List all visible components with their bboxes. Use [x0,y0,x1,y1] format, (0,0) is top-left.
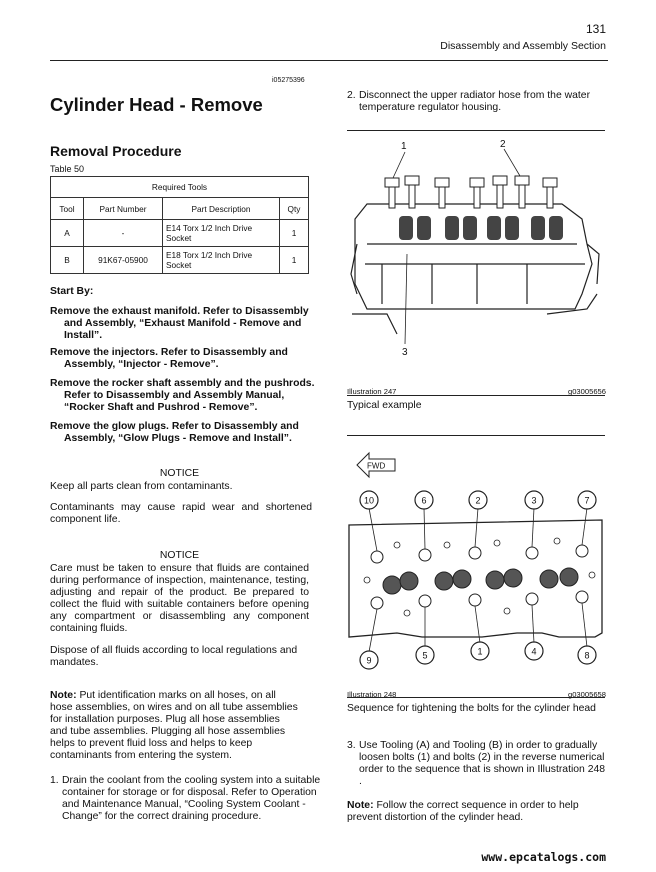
bolt-number: 3 [531,495,537,506]
step-1 [50,775,324,823]
start-by-step: Remove the injectors. Refer to Disassembly and Assembly, “Injector - Remove”. [50,347,288,370]
notice-text: Contaminants may cause rapid wear and shortened component life. [50,502,312,525]
illustration-caption: Typical example [347,400,422,411]
bolt-number: 5 [422,650,428,661]
column-header: Qty [280,198,309,220]
callout-label: 2 [500,139,506,150]
doc-id: i05275396 [272,77,305,84]
table-heading: Required Tools [51,177,309,198]
bolt-number: 4 [531,646,537,657]
illustration-caption: Sequence for tightening the bolts for the cylinder head [347,703,596,714]
section-title: Disassembly and Assembly Section [440,40,606,52]
note-paragraph [50,690,300,762]
required-tools-table [50,176,309,274]
notice-text: Dispose of all fluids according to local regulations and mandates. [50,645,298,668]
footer-watermark: www.epcatalogs.com [481,850,606,864]
note-label: Note: [347,800,374,811]
step-number: 1. [50,775,59,786]
step-number: 2. [347,90,356,101]
start-by-step: Remove the rocker shaft assembly and the pushrods. Refer to Disassembly and Assembly Manual, “Rocker Shaft and Pushrod - Remove”. [50,378,315,413]
table-caption: Table 50 [50,164,85,174]
step-text: Disconnect the upper radiator hose from the water temperature regulator housing. [359,90,591,113]
notice-text: Care must be taken to ensure that fluids are contained during performance of inspection, maintenance, testing, adjusting and repair of the product. Be prepared to collect the fluid with suitable containers before opening any compartment or disassembling any component containing fluids. [50,563,309,634]
cylinder-head-illustration [347,134,605,386]
table-cell: - [84,220,163,247]
figure-rule [347,130,605,131]
illustration-code: g03005656 [567,387,606,396]
table-row [51,247,309,274]
fwd-label: FWD [367,461,386,471]
page-title: Cylinder Head - Remove [50,94,263,115]
bolt-number: 10 [363,495,375,506]
start-by-step: Remove the glow plugs. Refer to Disassembly and Assembly, “Glow Plugs - Remove and Install”. [50,421,299,444]
table-cell: E18 Torx 1/2 Inch Drive Socket [163,247,280,274]
illustration-label: Illustration 248 [347,690,397,699]
table-cell: 1 [280,220,309,247]
bolt-sequence-diagram [347,445,605,690]
note-label: Note: [50,690,77,701]
column-header: Part Description [163,198,280,220]
table-cell: B [51,247,84,274]
table-cell: 1 [280,247,309,274]
note-text: Put identification marks on all hoses, on all hose assemblies, on wires and on all tube assemblies for installation purposes. Plug all hose assemblies and tube assemblies. Plugging all hose assemblies helps to prevent fluid loss and helps to keep contaminants from entering the system. [50,690,298,761]
bolt-number: 6 [421,495,427,506]
step-2 [347,90,621,114]
note-paragraph [347,800,609,824]
table-cell: A [51,220,84,247]
page-number: 131 [585,22,606,36]
bolt-number: 9 [366,655,372,666]
table-cell: E14 Torx 1/2 Inch Drive Socket [163,220,280,247]
callout-label: 1 [401,141,407,152]
step-text: Drain the coolant from the cooling system into a suitable container for storage or for disposal. Refer to Operation and Maintenance Manual, “Cooling System Coolant - Change” for the correct draining procedure. [62,775,321,822]
start-by-step: Remove the exhaust manifold. Refer to Disassembly and Assembly, “Exhaust Manifold - Remove and Install”. [50,306,309,341]
start-by-label: Start By: [50,286,94,297]
notice-heading: NOTICE [159,468,200,479]
bolt-number: 8 [584,650,590,661]
callout-label: 3 [402,347,408,358]
header-rule [50,60,608,61]
notice-heading: NOTICE [159,550,200,561]
table-cell: 91K67-05900 [84,247,163,274]
note-text: Follow the correct sequence in order to help prevent distortion of the cylinder head. [347,800,579,823]
bolt-number: 7 [584,495,590,506]
column-header: Part Number [84,198,163,220]
step-3 [347,740,609,788]
step-number: 3. [347,740,356,751]
illustration-label: Illustration 247 [347,387,397,396]
table-row [51,220,309,247]
bolt-number: 2 [475,495,481,506]
step-text: Use Tooling (A) and Tooling (B) in order to gradually loosen bolts (1) and bolts (2) in the reverse numerical order to the sequence that is shown in Illustration 248 . [359,740,606,787]
illustration-code: g03005658 [567,690,606,699]
bolt-number: 1 [477,646,483,657]
subtitle: Removal Procedure [50,143,182,159]
column-header: Tool [51,198,84,220]
notice-text: Keep all parts clean from contaminants. [50,481,233,492]
figure-rule [347,435,605,436]
